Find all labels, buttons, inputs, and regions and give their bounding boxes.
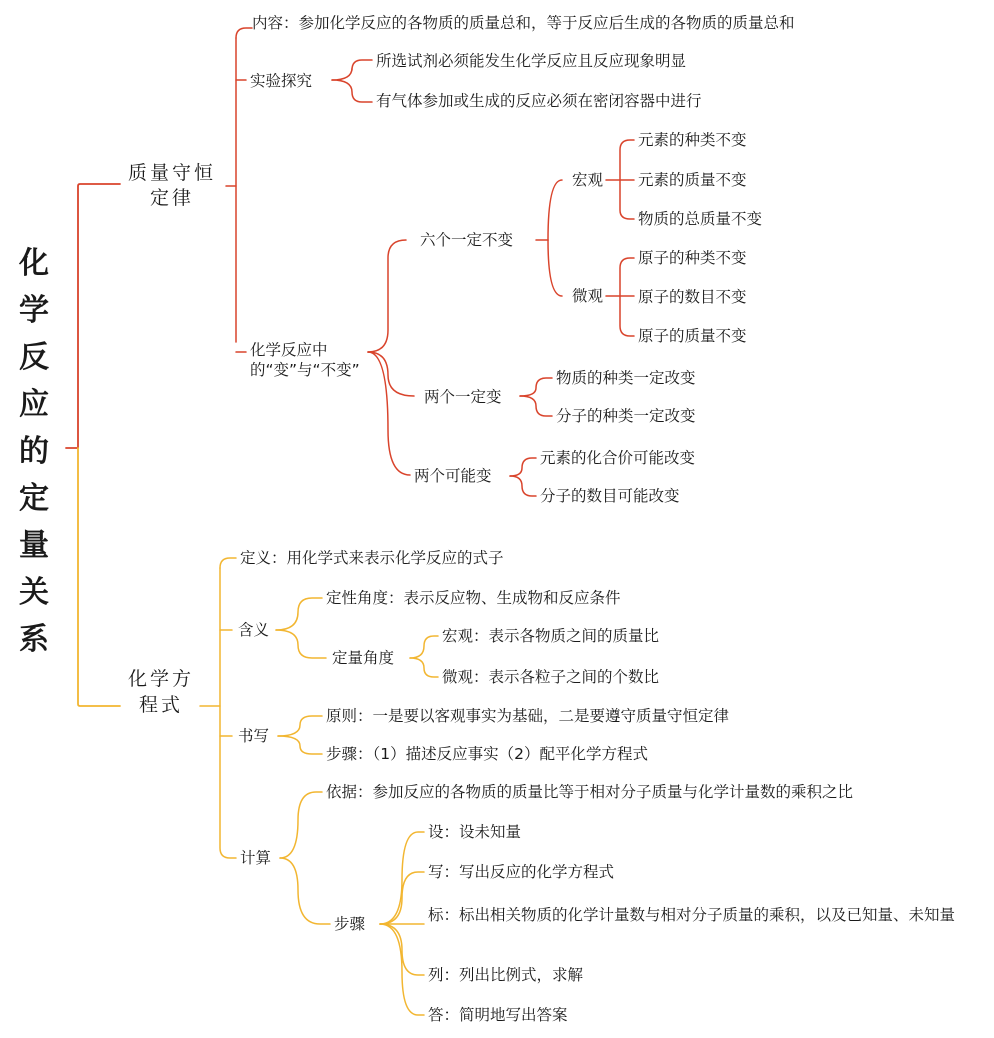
calc-steps-label: 步骤 [334,915,366,933]
quantitative-item-2: 微观：表示各粒子之间的个数比 [442,668,660,686]
equation-definition: 定义：用化学式来表示化学反应的式子 [240,549,504,567]
two-maybe-item-2: 分子的数目可能改变 [540,487,680,505]
micro-item-2: 原子的数目不变 [638,288,747,306]
experiment-item-1: 所选试剂必须能发生化学反应且反应现象明显 [376,52,687,70]
macro-item-3: 物质的总质量不变 [638,210,763,228]
calc-step-3: 标：标出相关物质的化学计量数与相对分子质量的乘积，以及已知量、未知量 [428,906,956,924]
root-title: 化学反应的定量关系 [19,246,49,657]
two-maybe-label: 两个可能变 [414,467,492,485]
two-change-label: 两个一定变 [424,388,502,406]
calc-step-2: 写：写出反应的化学方程式 [428,863,615,881]
root-branch-lines [66,184,120,706]
law-content: 内容：参加化学反应的各物质的质量总和，等于反应后生成的各物质的质量总和 [252,14,795,32]
equation-branch-label: 化学方程式 [128,668,195,716]
change-label: 化学反应中的“变”与“不变” [250,341,360,379]
calc-step-5: 答：简明地写出答案 [428,1006,568,1024]
writing-steps: 步骤：（1）描述反应事实（2）配平化学方程式 [326,745,648,763]
experiment-item-2: 有气体参加或生成的反应必须在密闭容器中进行 [376,92,702,110]
micro-item-1: 原子的种类不变 [638,249,747,267]
macro-item-2: 元素的质量不变 [638,171,747,189]
writing-principle: 原则：一是要以客观事实为基础，二是要遵守质量守恒定律 [326,707,730,725]
two-change-item-2: 分子的种类一定改变 [556,407,696,425]
two-maybe-item-1: 元素的化合价可能改变 [540,449,696,467]
calc-step-1: 设：设未知量 [428,823,522,841]
law-branch-label: 质量守恒定律 [127,162,216,209]
calc-label: 计算 [240,849,272,867]
writing-label: 书写 [238,727,270,745]
micro-label: 微观 [572,287,604,305]
macro-item-1: 元素的种类不变 [638,131,747,149]
meaning-qualitative: 定性角度：表示反应物、生成物和反应条件 [326,589,621,607]
quantitative-item-1: 宏观：表示各物质之间的质量比 [442,627,660,645]
calc-step-4: 列：列出比例式，求解 [428,966,584,984]
experiment-label: 实验探究 [250,72,313,90]
meaning-label: 含义 [238,621,270,639]
macro-label: 宏观 [572,171,604,189]
six-unchanged-label: 六个一定不变 [420,231,514,249]
quantitative-label: 定量角度 [332,649,395,667]
calc-basis: 依据：参加反应的各物质的质量比等于相对分子质量与化学计量数的乘积之比 [326,783,854,801]
two-change-item-1: 物质的种类一定改变 [556,369,696,387]
micro-item-3: 原子的质量不变 [638,327,747,345]
